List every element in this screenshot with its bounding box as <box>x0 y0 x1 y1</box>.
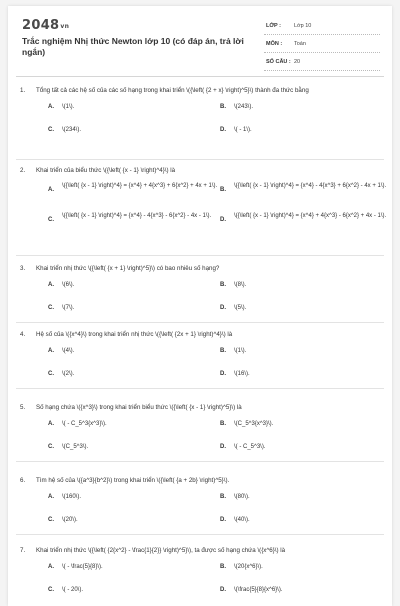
option-letter: A. <box>48 421 54 427</box>
option-a[interactable] <box>48 493 218 502</box>
question-text: Khai triển nhị thức \({\left( {2{x^2} - \frac{1}{2}} \right)^5}\), ta được số hạng chứa \({x^6}\) là <box>36 547 286 554</box>
option-text: \(1\). <box>62 104 75 110</box>
question-divider <box>16 534 384 535</box>
meta-count-label: SỐ CÂU : <box>266 59 291 65</box>
option-text: \(243\). <box>234 104 254 110</box>
page-header <box>20 16 380 72</box>
question-divider <box>16 322 384 323</box>
option-text: \(4\). <box>62 348 75 354</box>
option-text: \(5\). <box>234 305 247 311</box>
meta-grade-label: LỚP : <box>266 23 281 29</box>
option-text: \(1\). <box>234 348 247 354</box>
option-c[interactable] <box>48 126 218 135</box>
question-stem <box>20 166 382 175</box>
option-text: \({\left( {x - 1} \right)^4} = {x^4} + 4{x^3} - 6{x^2} + 4x - 1\). <box>234 213 387 219</box>
logo-suffix: vn <box>60 23 70 30</box>
option-text: \(7\). <box>62 305 75 311</box>
option-text: \(20{x^6}\). <box>234 564 263 570</box>
question-text: Hệ số của \({x^4}\) trong khai triển nhị thức \({\left( {2x + 1} \right)^4}\) là <box>36 331 233 338</box>
option-text: \( - C_5^3{x^3}\). <box>62 421 107 427</box>
option-text: \(6\). <box>62 282 75 288</box>
option-letter: C. <box>48 517 54 523</box>
option-d[interactable] <box>220 370 390 379</box>
options <box>20 281 382 317</box>
question-number: 2. <box>20 167 26 174</box>
option-letter: C. <box>48 127 54 133</box>
option-text: \({\left( {x - 1} \right)^4} = {x^4} - 4{x^3} + 6{x^2} - 4x + 1\). <box>234 183 387 189</box>
worksheet-page <box>8 6 392 606</box>
question-number: 6. <box>20 477 26 484</box>
option-letter: B. <box>220 494 226 500</box>
option-letter: D. <box>220 305 226 311</box>
option-text: \(20\). <box>62 517 78 523</box>
meta-subject-label: MÔN : <box>266 41 283 47</box>
option-d[interactable] <box>220 516 390 525</box>
question-1 <box>20 86 382 139</box>
question-2 <box>20 166 387 234</box>
option-letter: D. <box>220 371 226 377</box>
question-number: 1. <box>20 87 26 94</box>
option-c[interactable] <box>48 443 218 452</box>
question-text: Tìm hệ số của \({a^3}{b^2}\) trong khai triển \({\left( {a + 2b} \right)^5}\). <box>36 477 230 484</box>
option-letter: A. <box>48 494 54 500</box>
options <box>20 420 382 456</box>
option-a[interactable] <box>48 420 218 429</box>
option-letter: B. <box>220 187 226 193</box>
meta-count-value: 20 <box>294 59 301 65</box>
option-a[interactable] <box>48 281 218 290</box>
option-d[interactable] <box>220 586 390 595</box>
question-divider <box>16 159 384 160</box>
option-text: \( - C_5^3\). <box>234 444 266 450</box>
meta-subject-value: Toán <box>294 41 306 47</box>
question-text: Khai triển nhị thức \({\left( {x + 1} \right)^5}\) có bao nhiêu số hạng? <box>36 265 220 272</box>
option-text: \(2\). <box>62 371 75 377</box>
question-7 <box>20 546 382 599</box>
option-text: \({\left( {x - 1} \right)^4} = {x^4} + 4{x^3} + 6{x^2} + 4x + 1\). <box>62 183 218 189</box>
option-text: \(\frac{5}{8}{x^6}\). <box>234 587 283 593</box>
options <box>20 493 382 529</box>
meta-subject <box>264 39 380 53</box>
question-divider <box>16 388 384 389</box>
option-text: \(160\). <box>62 494 82 500</box>
option-b[interactable] <box>220 420 390 429</box>
option-letter: B. <box>220 348 226 354</box>
quiz-meta <box>264 21 380 75</box>
option-text: \(234\). <box>62 127 82 133</box>
option-letter: C. <box>48 444 54 450</box>
option-letter: D. <box>220 517 226 523</box>
question-text: Số hạng chứa \({x^3}\) trong khai triển biểu thức \({\left( {x - 1} \right)^5}\) là <box>36 404 242 411</box>
option-letter: B. <box>220 282 226 288</box>
option-letter: B. <box>220 564 226 570</box>
option-text: \(C_5^3{x^3}\). <box>234 421 274 427</box>
option-letter: C. <box>48 305 54 311</box>
option-text: \( - 20\). <box>62 587 84 593</box>
question-divider <box>16 255 384 256</box>
option-b[interactable] <box>220 347 390 356</box>
options <box>20 563 382 599</box>
option-letter: D. <box>220 217 226 223</box>
option-b[interactable] <box>220 281 390 290</box>
question-divider <box>16 461 384 462</box>
option-c[interactable] <box>48 212 218 221</box>
option-text: \(C_5^3\). <box>62 444 89 450</box>
option-d[interactable] <box>220 126 390 135</box>
header-divider <box>16 76 384 77</box>
option-c[interactable] <box>48 370 218 379</box>
option-letter: C. <box>48 371 54 377</box>
option-letter: C. <box>48 587 54 593</box>
option-c[interactable] <box>48 304 218 313</box>
option-text: \( - 1\). <box>234 127 252 133</box>
question-stem <box>20 546 382 555</box>
option-b[interactable] <box>220 493 390 502</box>
option-letter: B. <box>220 421 226 427</box>
meta-grade-value: Lớp 10 <box>294 23 312 29</box>
option-a[interactable] <box>48 182 218 191</box>
logo-text: 2048 <box>22 18 60 33</box>
option-letter: B. <box>220 104 226 110</box>
option-d[interactable] <box>220 212 390 221</box>
question-text: Tổng tất cả các hệ số của các số hạng trong khai triển \({\left( {2 + x} \right)^5}\) thành đa thức bằng <box>36 87 309 94</box>
question-number: 7. <box>20 547 26 554</box>
options <box>20 347 382 383</box>
option-b[interactable] <box>220 103 390 112</box>
question-stem <box>20 86 382 95</box>
option-letter: D. <box>220 587 226 593</box>
option-a[interactable] <box>48 563 218 572</box>
option-a[interactable] <box>48 347 218 356</box>
option-c[interactable] <box>48 586 218 595</box>
option-text: \({\left( {x - 1} \right)^4} = {x^4} - 4{x^3} - 6{x^2} - 4x - 1\). <box>62 213 212 219</box>
question-5 <box>20 403 382 456</box>
option-letter: A. <box>48 564 54 570</box>
question-6 <box>20 476 382 529</box>
question-number: 4. <box>20 331 26 338</box>
option-letter: D. <box>220 444 226 450</box>
option-text: \(40\). <box>234 517 250 523</box>
meta-grade <box>264 21 380 35</box>
options <box>20 182 387 234</box>
question-stem <box>20 403 382 412</box>
option-letter: A. <box>48 282 54 288</box>
option-letter: A. <box>48 348 54 354</box>
question-stem <box>20 476 382 485</box>
option-b[interactable] <box>220 182 390 191</box>
option-a[interactable] <box>48 103 218 112</box>
option-text: \( - \frac{5}{8}\). <box>62 564 103 570</box>
question-4 <box>20 330 382 383</box>
option-b[interactable] <box>220 563 390 572</box>
option-letter: A. <box>48 104 54 110</box>
option-text: \(16\). <box>234 371 250 377</box>
question-number: 3. <box>20 265 26 272</box>
question-stem <box>20 330 382 339</box>
option-d[interactable] <box>220 304 390 313</box>
question-stem <box>20 264 382 273</box>
option-c[interactable] <box>48 516 218 525</box>
options <box>20 103 382 139</box>
option-letter: C. <box>48 217 54 223</box>
option-text: \(8\). <box>234 282 247 288</box>
meta-count <box>264 57 380 71</box>
option-text: \(80\). <box>234 494 250 500</box>
site-logo[interactable] <box>22 18 69 33</box>
option-letter: A. <box>48 187 54 193</box>
option-letter: D. <box>220 127 226 133</box>
quiz-title: Trắc nghiệm Nhị thức Newton lớp 10 (có đáp án, trả lời ngắn) <box>22 36 244 57</box>
option-d[interactable] <box>220 443 390 452</box>
question-3 <box>20 264 382 317</box>
question-text: Khai triển của biểu thức \({\left( {x - 1} \right)^4}\) là <box>36 167 176 174</box>
question-number: 5. <box>20 404 26 411</box>
